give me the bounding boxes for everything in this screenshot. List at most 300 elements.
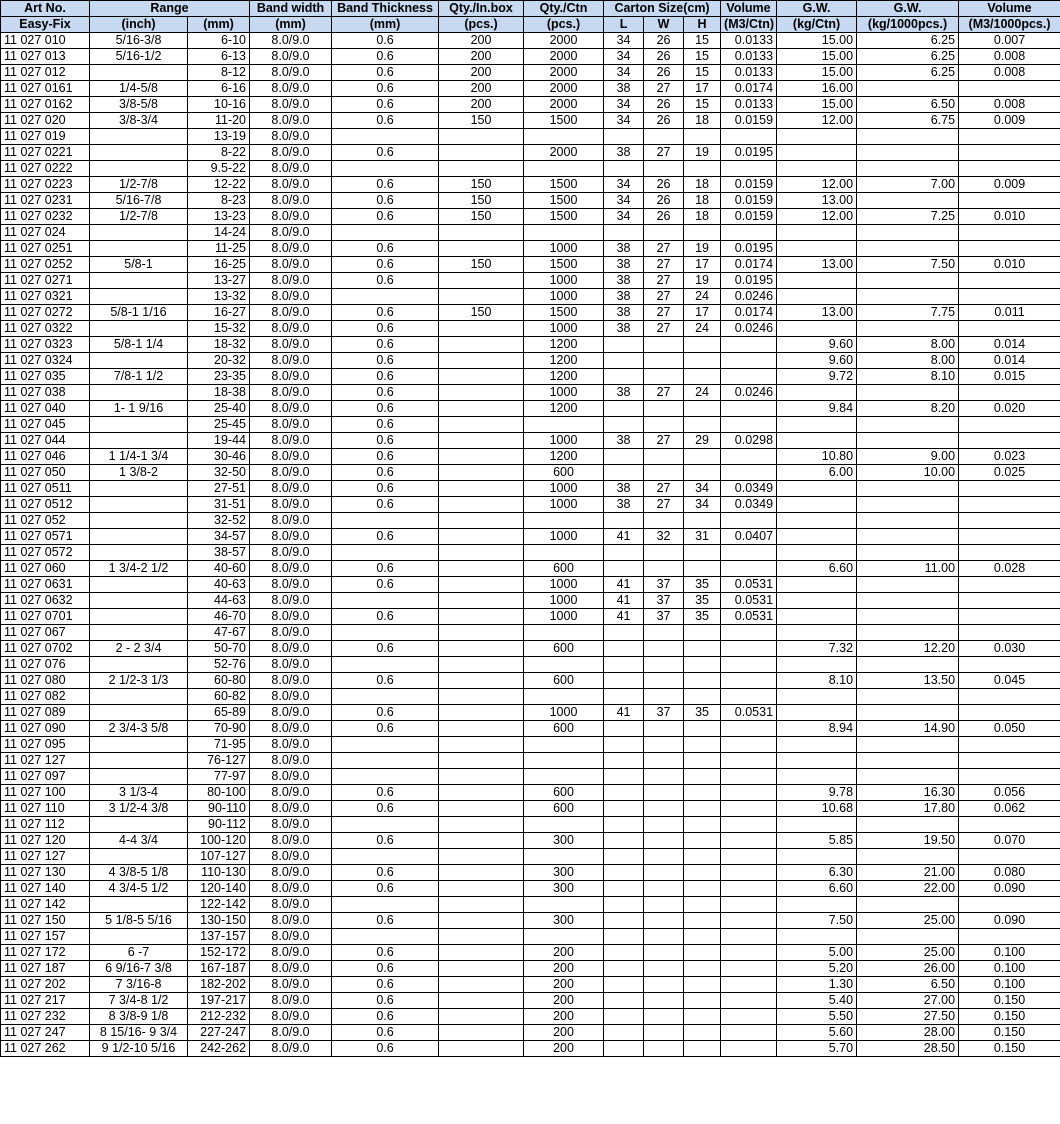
cell-gw-ctn bbox=[777, 545, 857, 561]
cell-gw-ctn bbox=[777, 817, 857, 833]
cell-carton-h bbox=[684, 817, 721, 833]
cell-volume-1000: 0.010 bbox=[959, 209, 1060, 225]
cell-range-mm: 34-57 bbox=[188, 529, 250, 545]
cell-gw-1000: 8.20 bbox=[857, 401, 959, 417]
cell-range-mm: 16-27 bbox=[188, 305, 250, 321]
cell-art-no: 11 027 035 bbox=[1, 369, 90, 385]
cell-qty-inbox bbox=[439, 641, 524, 657]
cell-range-inch: 3/8-5/8 bbox=[90, 97, 188, 113]
header-volume-1000: Volume bbox=[959, 1, 1060, 17]
cell-art-no: 11 027 080 bbox=[1, 673, 90, 689]
cell-range-inch bbox=[90, 241, 188, 257]
cell-range-mm: 46-70 bbox=[188, 609, 250, 625]
cell-carton-h bbox=[684, 561, 721, 577]
cell-gw-ctn bbox=[777, 737, 857, 753]
cell-gw-ctn bbox=[777, 225, 857, 241]
table-row bbox=[1, 337, 1060, 353]
cell-range-mm: 8-23 bbox=[188, 193, 250, 209]
cell-range-mm: 212-232 bbox=[188, 1009, 250, 1025]
cell-gw-1000 bbox=[857, 161, 959, 177]
cell-gw-1000 bbox=[857, 241, 959, 257]
cell-range-inch: 4 3/8-5 1/8 bbox=[90, 865, 188, 881]
cell-carton-h: 15 bbox=[684, 49, 721, 65]
cell-gw-ctn: 9.60 bbox=[777, 353, 857, 369]
cell-qty-ctn bbox=[524, 657, 604, 673]
cell-carton-w bbox=[644, 737, 684, 753]
cell-gw-1000 bbox=[857, 385, 959, 401]
cell-volume-1000 bbox=[959, 849, 1060, 865]
cell-range-inch: 5/16-3/8 bbox=[90, 33, 188, 49]
cell-gw-ctn: 13.00 bbox=[777, 257, 857, 273]
cell-range-inch: 6 -7 bbox=[90, 945, 188, 961]
cell-carton-w: 27 bbox=[644, 145, 684, 161]
cell-range-mm: 23-35 bbox=[188, 369, 250, 385]
cell-carton-h: 19 bbox=[684, 145, 721, 161]
cell-band-thickness: 0.6 bbox=[332, 673, 439, 689]
cell-carton-h bbox=[684, 1009, 721, 1025]
cell-carton-w: 27 bbox=[644, 481, 684, 497]
cell-volume-1000: 0.007 bbox=[959, 33, 1060, 49]
cell-carton-w: 26 bbox=[644, 209, 684, 225]
cell-gw-ctn: 8.94 bbox=[777, 721, 857, 737]
cell-carton-w: 37 bbox=[644, 577, 684, 593]
cell-carton-l: 38 bbox=[604, 497, 644, 513]
cell-carton-w: 37 bbox=[644, 593, 684, 609]
cell-carton-w: 27 bbox=[644, 497, 684, 513]
cell-band-width: 8.0/9.0 bbox=[250, 993, 332, 1009]
header-band-thickness-unit: (mm) bbox=[332, 17, 439, 33]
table-row bbox=[1, 625, 1060, 641]
cell-volume-1000: 0.090 bbox=[959, 881, 1060, 897]
header-gw-ctn: G.W. bbox=[777, 1, 857, 17]
cell-volume-1000 bbox=[959, 241, 1060, 257]
header-qty-inbox-unit: (pcs.) bbox=[439, 17, 524, 33]
header-height: H bbox=[684, 17, 721, 33]
cell-art-no: 11 027 013 bbox=[1, 49, 90, 65]
cell-art-no: 11 027 100 bbox=[1, 785, 90, 801]
cell-volume-1000 bbox=[959, 145, 1060, 161]
cell-carton-h: 24 bbox=[684, 321, 721, 337]
cell-band-width: 8.0/9.0 bbox=[250, 657, 332, 673]
cell-band-width: 8.0/9.0 bbox=[250, 833, 332, 849]
cell-range-inch bbox=[90, 321, 188, 337]
table-row bbox=[1, 369, 1060, 385]
cell-range-inch: 7/8-1 1/2 bbox=[90, 369, 188, 385]
cell-carton-w: 26 bbox=[644, 33, 684, 49]
cell-range-mm: 60-80 bbox=[188, 673, 250, 689]
cell-volume-1000 bbox=[959, 225, 1060, 241]
cell-qty-ctn: 300 bbox=[524, 833, 604, 849]
table-row bbox=[1, 417, 1060, 433]
header-length: L bbox=[604, 17, 644, 33]
cell-band-thickness: 0.6 bbox=[332, 945, 439, 961]
cell-range-mm: 6-16 bbox=[188, 81, 250, 97]
cell-gw-ctn bbox=[777, 145, 857, 161]
cell-gw-1000 bbox=[857, 321, 959, 337]
cell-carton-l: 34 bbox=[604, 97, 644, 113]
cell-band-thickness: 0.6 bbox=[332, 337, 439, 353]
cell-band-thickness: 0.6 bbox=[332, 721, 439, 737]
cell-volume-ctn: 0.0133 bbox=[721, 65, 777, 81]
cell-range-mm: 76-127 bbox=[188, 753, 250, 769]
cell-range-mm: 10-16 bbox=[188, 97, 250, 113]
cell-band-thickness: 0.6 bbox=[332, 257, 439, 273]
cell-band-width: 8.0/9.0 bbox=[250, 401, 332, 417]
cell-volume-1000: 0.008 bbox=[959, 65, 1060, 81]
cell-carton-w bbox=[644, 337, 684, 353]
cell-range-mm: 77-97 bbox=[188, 769, 250, 785]
cell-qty-ctn: 1200 bbox=[524, 401, 604, 417]
cell-band-thickness bbox=[332, 625, 439, 641]
cell-carton-l bbox=[604, 417, 644, 433]
cell-range-mm: 27-51 bbox=[188, 481, 250, 497]
cell-art-no: 11 027 120 bbox=[1, 833, 90, 849]
cell-art-no: 11 027 0162 bbox=[1, 97, 90, 113]
cell-carton-l: 38 bbox=[604, 433, 644, 449]
cell-carton-l bbox=[604, 129, 644, 145]
cell-art-no: 11 027 067 bbox=[1, 625, 90, 641]
cell-qty-ctn: 1200 bbox=[524, 353, 604, 369]
cell-art-no: 11 027 046 bbox=[1, 449, 90, 465]
cell-qty-ctn: 600 bbox=[524, 721, 604, 737]
cell-band-thickness: 0.6 bbox=[332, 193, 439, 209]
header-band-thickness: Band Thickness bbox=[332, 1, 439, 17]
cell-carton-w bbox=[644, 849, 684, 865]
cell-carton-w: 27 bbox=[644, 289, 684, 305]
cell-volume-ctn: 0.0159 bbox=[721, 177, 777, 193]
cell-carton-l: 38 bbox=[604, 257, 644, 273]
cell-carton-l bbox=[604, 1041, 644, 1057]
cell-band-width: 8.0/9.0 bbox=[250, 353, 332, 369]
cell-carton-w: 27 bbox=[644, 433, 684, 449]
cell-qty-ctn: 1500 bbox=[524, 177, 604, 193]
cell-range-mm: 9.5-22 bbox=[188, 161, 250, 177]
cell-gw-1000: 11.00 bbox=[857, 561, 959, 577]
cell-art-no: 11 027 127 bbox=[1, 753, 90, 769]
cell-carton-h bbox=[684, 945, 721, 961]
cell-band-thickness: 0.6 bbox=[332, 65, 439, 81]
cell-volume-1000 bbox=[959, 689, 1060, 705]
header-row-1 bbox=[1, 1, 1060, 17]
cell-carton-l bbox=[604, 753, 644, 769]
cell-band-width: 8.0/9.0 bbox=[250, 321, 332, 337]
cell-qty-inbox bbox=[439, 593, 524, 609]
table-row bbox=[1, 929, 1060, 945]
cell-qty-ctn: 300 bbox=[524, 881, 604, 897]
cell-carton-w: 27 bbox=[644, 257, 684, 273]
cell-gw-ctn: 9.84 bbox=[777, 401, 857, 417]
cell-gw-1000 bbox=[857, 129, 959, 145]
cell-gw-1000 bbox=[857, 81, 959, 97]
cell-art-no: 11 027 038 bbox=[1, 385, 90, 401]
cell-gw-1000: 6.25 bbox=[857, 33, 959, 49]
cell-carton-l: 34 bbox=[604, 209, 644, 225]
cell-band-width: 8.0/9.0 bbox=[250, 721, 332, 737]
cell-volume-ctn: 0.0531 bbox=[721, 705, 777, 721]
table-row bbox=[1, 465, 1060, 481]
cell-carton-l bbox=[604, 993, 644, 1009]
cell-range-mm: 44-63 bbox=[188, 593, 250, 609]
table-row bbox=[1, 977, 1060, 993]
table-row bbox=[1, 177, 1060, 193]
cell-volume-1000: 0.009 bbox=[959, 113, 1060, 129]
cell-art-no: 11 027 0232 bbox=[1, 209, 90, 225]
cell-gw-1000: 19.50 bbox=[857, 833, 959, 849]
cell-carton-h: 34 bbox=[684, 497, 721, 513]
table-row bbox=[1, 385, 1060, 401]
cell-carton-w bbox=[644, 561, 684, 577]
cell-gw-1000 bbox=[857, 545, 959, 561]
cell-volume-ctn bbox=[721, 833, 777, 849]
cell-band-thickness bbox=[332, 657, 439, 673]
cell-range-mm: 31-51 bbox=[188, 497, 250, 513]
cell-qty-ctn: 300 bbox=[524, 913, 604, 929]
cell-gw-1000: 8.00 bbox=[857, 337, 959, 353]
cell-qty-ctn bbox=[524, 769, 604, 785]
cell-volume-ctn bbox=[721, 545, 777, 561]
cell-carton-l bbox=[604, 161, 644, 177]
cell-band-thickness: 0.6 bbox=[332, 177, 439, 193]
cell-band-width: 8.0/9.0 bbox=[250, 145, 332, 161]
table-row bbox=[1, 593, 1060, 609]
cell-band-thickness: 0.6 bbox=[332, 529, 439, 545]
cell-qty-ctn bbox=[524, 849, 604, 865]
cell-carton-w bbox=[644, 353, 684, 369]
cell-band-thickness: 0.6 bbox=[332, 993, 439, 1009]
cell-carton-l: 34 bbox=[604, 113, 644, 129]
table-row bbox=[1, 737, 1060, 753]
cell-range-mm: 47-67 bbox=[188, 625, 250, 641]
cell-range-mm: 90-112 bbox=[188, 817, 250, 833]
cell-art-no: 11 027 0322 bbox=[1, 321, 90, 337]
cell-gw-1000 bbox=[857, 929, 959, 945]
cell-volume-1000: 0.150 bbox=[959, 1041, 1060, 1057]
header-gw-1000: G.W. bbox=[857, 1, 959, 17]
cell-qty-inbox bbox=[439, 337, 524, 353]
table-row bbox=[1, 289, 1060, 305]
cell-qty-inbox bbox=[439, 785, 524, 801]
cell-qty-inbox bbox=[439, 529, 524, 545]
cell-band-thickness: 0.6 bbox=[332, 977, 439, 993]
cell-band-thickness bbox=[332, 513, 439, 529]
cell-gw-1000: 12.20 bbox=[857, 641, 959, 657]
cell-carton-h bbox=[684, 1025, 721, 1041]
cell-qty-inbox bbox=[439, 481, 524, 497]
cell-carton-l bbox=[604, 945, 644, 961]
cell-carton-l bbox=[604, 769, 644, 785]
table-row bbox=[1, 673, 1060, 689]
table-row bbox=[1, 129, 1060, 145]
cell-qty-ctn: 2000 bbox=[524, 49, 604, 65]
cell-band-width: 8.0/9.0 bbox=[250, 385, 332, 401]
cell-carton-h bbox=[684, 337, 721, 353]
cell-gw-1000 bbox=[857, 849, 959, 865]
cell-volume-1000 bbox=[959, 161, 1060, 177]
cell-art-no: 11 027 019 bbox=[1, 129, 90, 145]
cell-band-thickness: 0.6 bbox=[332, 481, 439, 497]
cell-band-width: 8.0/9.0 bbox=[250, 881, 332, 897]
cell-carton-l bbox=[604, 801, 644, 817]
cell-carton-w: 37 bbox=[644, 705, 684, 721]
header-carton-size: Carton Size(cm) bbox=[604, 1, 721, 17]
cell-range-mm: 13-19 bbox=[188, 129, 250, 145]
cell-range-inch bbox=[90, 497, 188, 513]
cell-qty-ctn bbox=[524, 753, 604, 769]
cell-range-mm: 40-63 bbox=[188, 577, 250, 593]
cell-range-inch: 2 3/4-3 5/8 bbox=[90, 721, 188, 737]
cell-qty-inbox bbox=[439, 865, 524, 881]
cell-range-inch: 8 3/8-9 1/8 bbox=[90, 1009, 188, 1025]
cell-carton-w: 27 bbox=[644, 273, 684, 289]
cell-art-no: 11 027 040 bbox=[1, 401, 90, 417]
table-row bbox=[1, 801, 1060, 817]
cell-qty-inbox: 150 bbox=[439, 193, 524, 209]
cell-carton-w bbox=[644, 465, 684, 481]
cell-volume-ctn bbox=[721, 913, 777, 929]
cell-gw-1000: 27.50 bbox=[857, 1009, 959, 1025]
cell-carton-h bbox=[684, 849, 721, 865]
cell-carton-h: 35 bbox=[684, 609, 721, 625]
cell-range-inch bbox=[90, 593, 188, 609]
cell-carton-l bbox=[604, 977, 644, 993]
cell-gw-ctn: 1.30 bbox=[777, 977, 857, 993]
cell-gw-ctn: 9.60 bbox=[777, 337, 857, 353]
cell-art-no: 11 027 0321 bbox=[1, 289, 90, 305]
cell-qty-inbox bbox=[439, 833, 524, 849]
cell-range-mm: 32-52 bbox=[188, 513, 250, 529]
cell-gw-1000: 6.50 bbox=[857, 97, 959, 113]
cell-gw-1000: 25.00 bbox=[857, 913, 959, 929]
cell-band-width: 8.0/9.0 bbox=[250, 737, 332, 753]
cell-range-inch bbox=[90, 737, 188, 753]
cell-gw-1000: 22.00 bbox=[857, 881, 959, 897]
cell-qty-ctn: 1000 bbox=[524, 577, 604, 593]
cell-band-width: 8.0/9.0 bbox=[250, 769, 332, 785]
cell-volume-1000: 0.023 bbox=[959, 449, 1060, 465]
cell-carton-w bbox=[644, 417, 684, 433]
cell-qty-inbox bbox=[439, 945, 524, 961]
cell-band-width: 8.0/9.0 bbox=[250, 1041, 332, 1057]
cell-band-width: 8.0/9.0 bbox=[250, 689, 332, 705]
cell-gw-1000 bbox=[857, 705, 959, 721]
table-row bbox=[1, 833, 1060, 849]
table-row bbox=[1, 305, 1060, 321]
cell-volume-ctn bbox=[721, 625, 777, 641]
table-row bbox=[1, 657, 1060, 673]
cell-art-no: 11 027 0323 bbox=[1, 337, 90, 353]
cell-carton-h: 17 bbox=[684, 81, 721, 97]
cell-volume-1000: 0.009 bbox=[959, 177, 1060, 193]
cell-range-mm: 25-40 bbox=[188, 401, 250, 417]
cell-carton-h bbox=[684, 881, 721, 897]
cell-range-inch bbox=[90, 657, 188, 673]
table-row bbox=[1, 81, 1060, 97]
cell-carton-w bbox=[644, 673, 684, 689]
cell-qty-ctn: 2000 bbox=[524, 145, 604, 161]
cell-carton-w bbox=[644, 929, 684, 945]
cell-art-no: 11 027 0571 bbox=[1, 529, 90, 545]
header-qty-ctn: Qty./Ctn bbox=[524, 1, 604, 17]
cell-carton-l: 34 bbox=[604, 65, 644, 81]
cell-volume-1000: 0.070 bbox=[959, 833, 1060, 849]
cell-carton-l: 38 bbox=[604, 145, 644, 161]
cell-volume-1000: 0.008 bbox=[959, 49, 1060, 65]
cell-range-inch bbox=[90, 129, 188, 145]
table-row bbox=[1, 561, 1060, 577]
cell-gw-1000: 7.00 bbox=[857, 177, 959, 193]
table-row bbox=[1, 193, 1060, 209]
cell-qty-ctn: 1500 bbox=[524, 209, 604, 225]
cell-gw-1000 bbox=[857, 817, 959, 833]
cell-gw-1000 bbox=[857, 593, 959, 609]
cell-gw-ctn: 10.68 bbox=[777, 801, 857, 817]
cell-band-width: 8.0/9.0 bbox=[250, 481, 332, 497]
cell-range-inch bbox=[90, 353, 188, 369]
cell-volume-1000: 0.062 bbox=[959, 801, 1060, 817]
cell-gw-1000 bbox=[857, 289, 959, 305]
cell-band-width: 8.0/9.0 bbox=[250, 65, 332, 81]
cell-gw-ctn bbox=[777, 273, 857, 289]
cell-gw-ctn: 6.00 bbox=[777, 465, 857, 481]
cell-carton-l bbox=[604, 689, 644, 705]
cell-range-inch bbox=[90, 273, 188, 289]
cell-carton-l bbox=[604, 849, 644, 865]
cell-volume-1000 bbox=[959, 481, 1060, 497]
cell-volume-ctn bbox=[721, 881, 777, 897]
cell-qty-ctn: 1200 bbox=[524, 337, 604, 353]
cell-range-inch: 4-4 3/4 bbox=[90, 833, 188, 849]
cell-carton-h bbox=[684, 225, 721, 241]
cell-qty-inbox bbox=[439, 369, 524, 385]
table-row bbox=[1, 433, 1060, 449]
cell-carton-h: 31 bbox=[684, 529, 721, 545]
cell-volume-ctn: 0.0531 bbox=[721, 577, 777, 593]
cell-band-width: 8.0/9.0 bbox=[250, 641, 332, 657]
cell-qty-ctn: 200 bbox=[524, 945, 604, 961]
cell-band-width: 8.0/9.0 bbox=[250, 97, 332, 113]
cell-range-inch bbox=[90, 817, 188, 833]
cell-range-inch: 1- 1 9/16 bbox=[90, 401, 188, 417]
cell-band-thickness: 0.6 bbox=[332, 385, 439, 401]
cell-carton-w bbox=[644, 881, 684, 897]
cell-carton-l: 41 bbox=[604, 577, 644, 593]
cell-range-inch bbox=[90, 385, 188, 401]
cell-carton-h: 24 bbox=[684, 385, 721, 401]
cell-carton-w bbox=[644, 129, 684, 145]
table-row bbox=[1, 497, 1060, 513]
cell-range-mm: 50-70 bbox=[188, 641, 250, 657]
cell-qty-inbox bbox=[439, 561, 524, 577]
cell-range-inch bbox=[90, 769, 188, 785]
table-row bbox=[1, 1009, 1060, 1025]
cell-qty-ctn: 1000 bbox=[524, 273, 604, 289]
cell-carton-w: 27 bbox=[644, 81, 684, 97]
cell-range-mm: 6-10 bbox=[188, 33, 250, 49]
cell-gw-1000 bbox=[857, 529, 959, 545]
table-row bbox=[1, 321, 1060, 337]
cell-gw-ctn: 5.85 bbox=[777, 833, 857, 849]
cell-carton-h bbox=[684, 625, 721, 641]
cell-range-inch: 5/16-1/2 bbox=[90, 49, 188, 65]
cell-band-width: 8.0/9.0 bbox=[250, 417, 332, 433]
cell-volume-ctn bbox=[721, 785, 777, 801]
cell-volume-ctn: 0.0195 bbox=[721, 241, 777, 257]
cell-band-thickness: 0.6 bbox=[332, 145, 439, 161]
cell-range-mm: 122-142 bbox=[188, 897, 250, 913]
cell-gw-ctn bbox=[777, 129, 857, 145]
cell-carton-w bbox=[644, 401, 684, 417]
cell-gw-ctn bbox=[777, 497, 857, 513]
